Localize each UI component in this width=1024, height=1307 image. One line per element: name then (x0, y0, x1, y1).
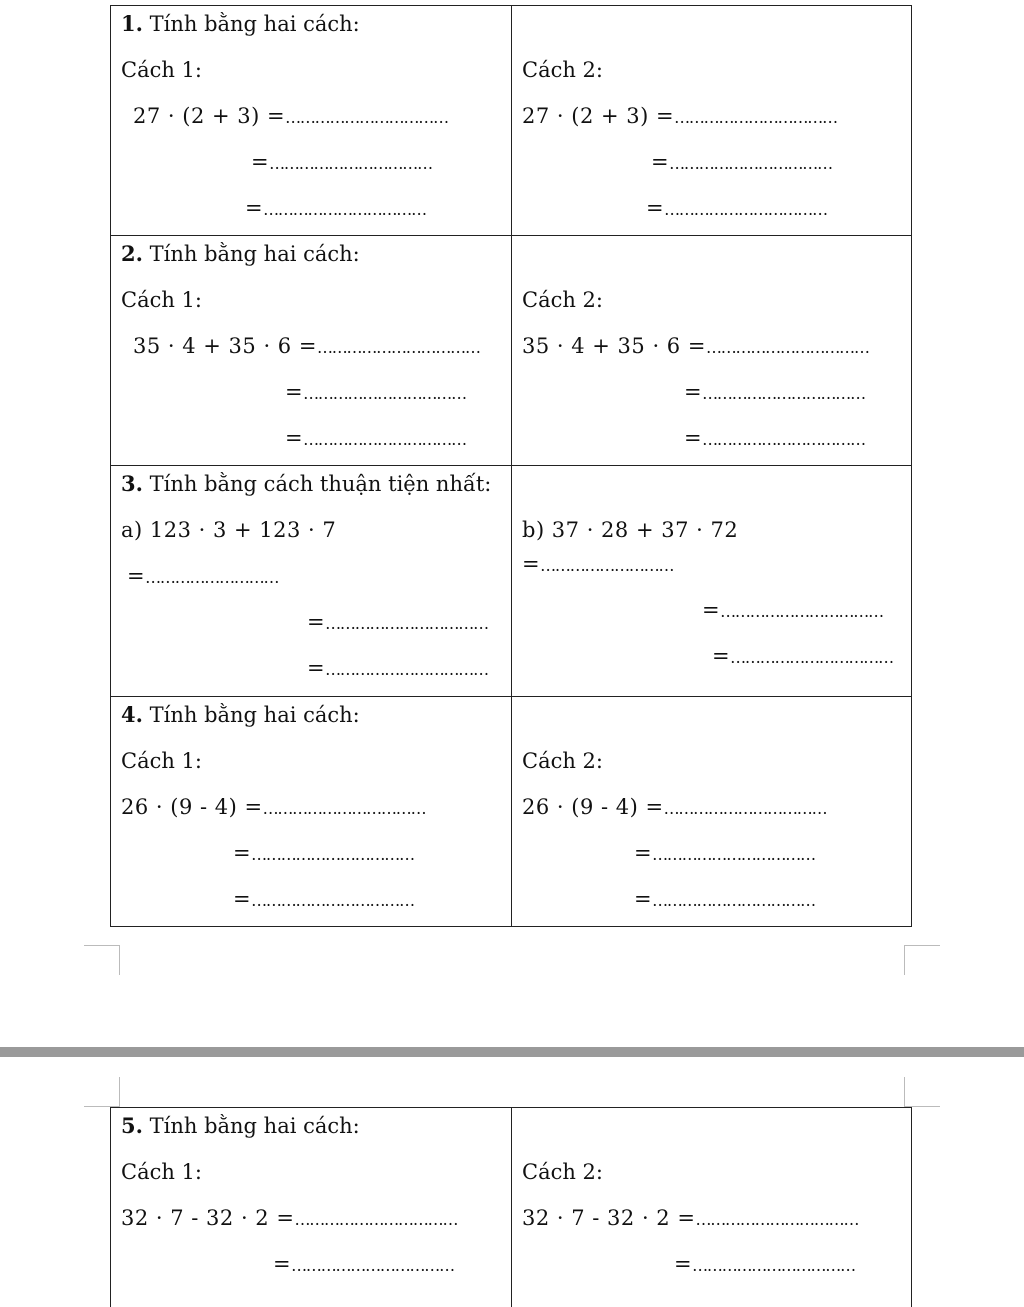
problem-4-left-cell (111, 697, 511, 926)
answer-line: =…………………………… (702, 598, 883, 622)
problem-5-title: 5. Tính bằng hai cách: (121, 1113, 360, 1138)
method-1-label: Cách 1: (121, 749, 202, 773)
answer-line: =…………………………… (285, 380, 466, 404)
expression-line: 32 · 7 - 32 · 2 =…………………………… (121, 1206, 458, 1230)
problem-2-left-cell (111, 236, 511, 465)
problem-1-title: 1. Tính bằng hai cách: (121, 11, 360, 36)
answer-line: =…………………………… (684, 380, 865, 404)
answer-line: =…………………………… (285, 426, 466, 450)
method-1-label: Cách 1: (121, 288, 202, 312)
problem-1-right-cell (512, 6, 912, 235)
expression-line: 27 · (2 + 3) =…………………………… (522, 104, 837, 128)
problem-4-row (111, 697, 911, 927)
answer-line: =…………………………… (251, 150, 432, 174)
part-b-expression: b) 37 · 28 + 37 · 72 (522, 518, 739, 542)
expression-line: 26 · (9 - 4) =…………………………… (121, 795, 426, 819)
expression-line: 27 · (2 + 3) =…………………………… (133, 104, 448, 128)
problem-2-right-cell (512, 236, 912, 465)
method-1-label: Cách 1: (121, 58, 202, 82)
answer-line: =…………………………… (634, 887, 815, 911)
answer-line: =…………………………… (651, 150, 832, 174)
margin-mark-top-right (904, 1077, 940, 1107)
part-a-expression: a) 123 · 3 + 123 · 7 (121, 518, 337, 542)
problem-4-title: 4. Tính bằng hai cách: (121, 702, 360, 727)
problem-3-right-cell (512, 466, 912, 696)
answer-line: =…………………………… (307, 656, 488, 680)
answer-line: =…………………………… (245, 196, 426, 220)
problem-5-right-cell (512, 1108, 912, 1307)
problem-5-row (111, 1107, 911, 1307)
margin-mark-bottom-right (904, 945, 940, 975)
answer-line: =…………………………… (273, 1252, 454, 1276)
problem-1-row (111, 5, 911, 236)
answer-line: =…………………………… (684, 426, 865, 450)
answer-line: =…………………………… (634, 841, 815, 865)
method-2-label: Cách 2: (522, 749, 603, 773)
problem-3-left-cell (111, 466, 511, 696)
expression-line: 35 · 4 + 35 · 6 =…………………………… (522, 334, 869, 358)
answer-line: =……………………… (127, 564, 279, 588)
page-separator (0, 1047, 1024, 1057)
method-2-label: Cách 2: (522, 1160, 603, 1184)
answer-line: =…………………………… (307, 610, 488, 634)
expression-line: 35 · 4 + 35 · 6 =…………………………… (133, 334, 480, 358)
problem-2-row (111, 236, 911, 466)
answer-line: =…………………………… (233, 887, 414, 911)
method-1-label: Cách 1: (121, 1160, 202, 1184)
margin-mark-top-left (84, 1077, 120, 1107)
expression-line: 32 · 7 - 32 · 2 =…………………………… (522, 1206, 859, 1230)
answer-line: =…………………………… (674, 1252, 855, 1276)
method-2-label: Cách 2: (522, 58, 603, 82)
margin-mark-bottom-left (84, 945, 120, 975)
expression-line: 26 · (9 - 4) =…………………………… (522, 795, 827, 819)
answer-line: =…………………………… (233, 841, 414, 865)
problem-1-left-cell (111, 6, 511, 235)
method-2-label: Cách 2: (522, 288, 603, 312)
problem-5-left-cell (111, 1108, 511, 1307)
problem-3-title: 3. Tính bằng cách thuận tiện nhất: (121, 471, 492, 496)
problem-4-right-cell (512, 697, 912, 926)
answer-line: =……………………… (522, 552, 674, 576)
answer-line: =…………………………… (712, 644, 893, 668)
worksheet-table-page2 (110, 1107, 912, 1307)
problem-3-row (111, 466, 911, 697)
worksheet-table-page1 (110, 5, 912, 927)
answer-line: =…………………………… (646, 196, 827, 220)
problem-2-title: 2. Tính bằng hai cách: (121, 241, 360, 266)
